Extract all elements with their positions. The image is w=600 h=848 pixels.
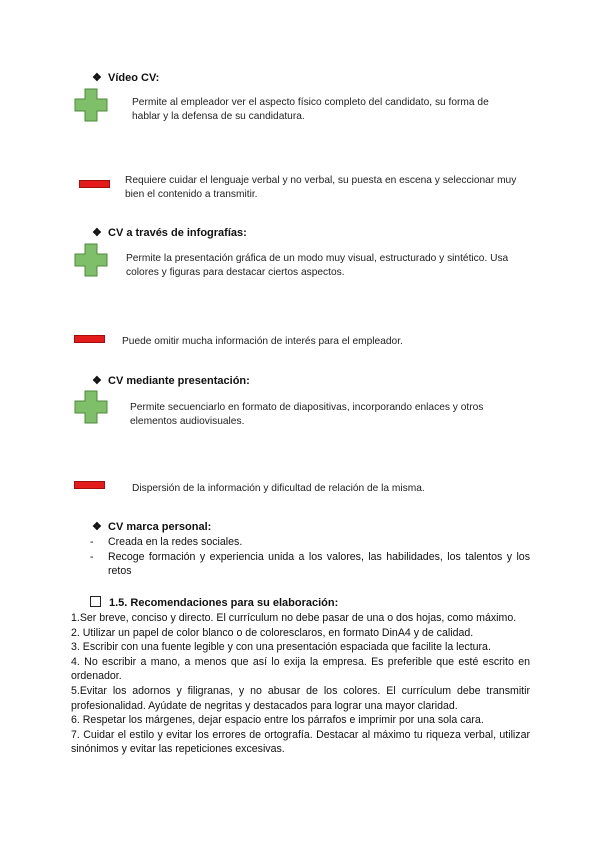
green-plus-icon	[74, 88, 108, 122]
checkbox-icon	[90, 596, 101, 607]
list-item: - Recoge formación y experiencia unida a los valores, las habilidades, los talentos y los retos	[90, 550, 530, 577]
list-item: 5.Evitar los adornos y filigranas, y no abusar de los colores. El currículum debe transmitir profesionalidad. Ayúdate de negritas y destacados para lograr una mayor claridad.	[71, 684, 530, 712]
section-heading-video-cv: ❖ Vídeo CV:	[92, 72, 160, 84]
diamond-bullet-icon: ❖	[92, 227, 102, 239]
video-cv-advantage: Permite al empleador ver el aspecto físico completo del candidato, su forma de hablar y la defensa de su candidatura.	[132, 97, 489, 122]
recommendations-list	[71, 611, 530, 757]
list-item: 6. Respetar los márgenes, dejar espacio entre los párrafos e imprimir por una sola cara.	[71, 714, 484, 727]
section-heading-presentacion: ❖ CV mediante presentación:	[92, 375, 250, 387]
list-item: 7. Cuidar el estilo y evitar los errores de ortografía. Destacar al máximo tu riqueza verbal, utilizar sinónimos y evitar las repeticiones excesivas.	[71, 728, 530, 756]
diamond-bullet-icon: ❖	[92, 521, 102, 533]
recommendations-heading: 1.5. Recomendaciones para su elaboración:	[90, 596, 338, 609]
diamond-bullet-icon: ❖	[92, 72, 102, 84]
infografias-disadvantage: Puede omitir mucha información de interés para el empleador.	[122, 336, 403, 347]
presentacion-disadvantage: Dispersión de la información y dificultad de relación de la misma.	[132, 483, 425, 494]
green-plus-icon	[74, 390, 108, 424]
section-heading-infografias: ❖ CV a través de infografías:	[92, 227, 247, 239]
video-cv-disadvantage: Requiere cuidar el lenguaje verbal y no verbal, su puesta en escena y seleccionar muy bien el contenido a transmitir.	[125, 175, 517, 200]
infografias-advantage: Permite la presentación gráfica de un modo muy visual, estructurado y sintético. Usa colores y figuras para destacar ciertos aspectos.	[126, 253, 509, 278]
list-item: 2. Utilizar un papel de color blanco o de coloresclaros, en formato DinA4 y de calidad.	[71, 626, 474, 639]
red-minus-icon	[74, 335, 105, 343]
diamond-bullet-icon: ❖	[92, 375, 102, 387]
red-minus-icon	[74, 481, 105, 489]
green-plus-icon	[74, 243, 108, 277]
list-item: 1.Ser breve, conciso y directo. El currículum no debe pasar de una o dos hojas, como máximo.	[71, 612, 517, 624]
marca-personal-list	[90, 535, 530, 579]
list-item: - Creada en la redes sociales.	[90, 536, 243, 548]
red-minus-icon	[79, 180, 110, 188]
section-heading-marca-personal: ❖ CV marca personal:	[92, 521, 212, 533]
presentacion-advantage: Permite secuenciarlo en formato de diapositivas, incorporando enlaces y otros elementos audiovisuales.	[130, 402, 484, 427]
list-item: 3. Escribir con una fuente legible y con una presentación espaciada que facilite la lectura.	[71, 641, 491, 654]
list-item: 4. No escribir a mano, a menos que así lo exija la empresa. Es preferible que esté escrito en ordenador.	[71, 655, 530, 683]
